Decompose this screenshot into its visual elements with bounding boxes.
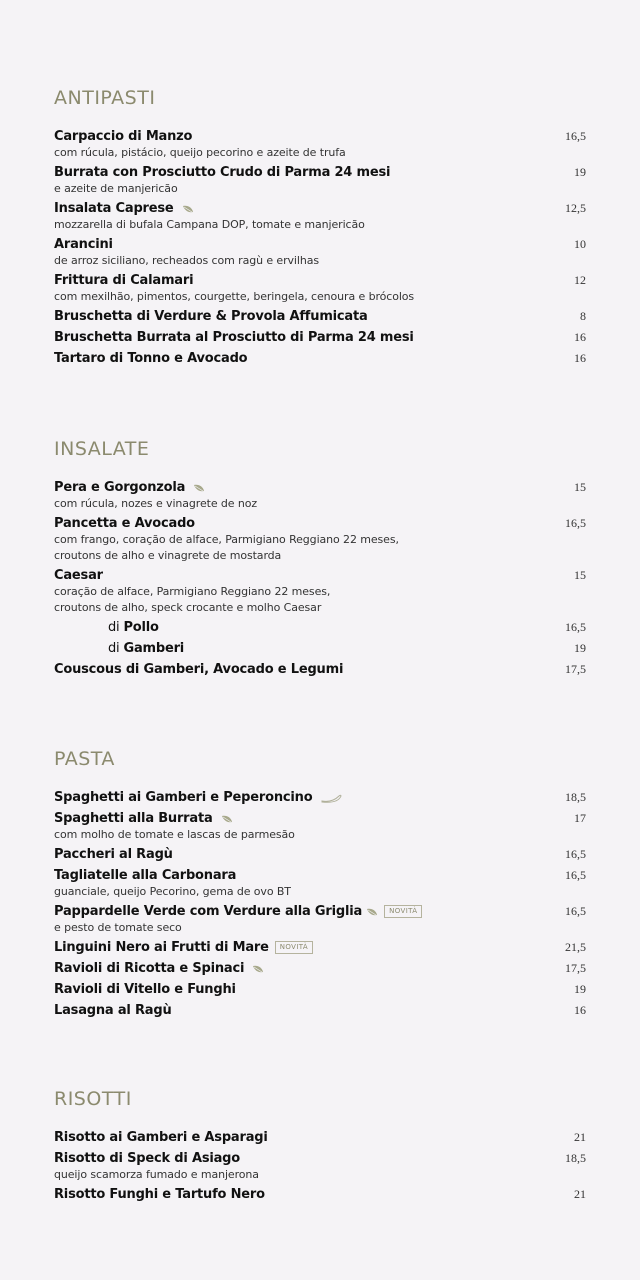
item-price: 8: [580, 309, 586, 323]
menu-item[interactable]: [54, 477, 586, 512]
item-name: Bruschetta di Verdure & Provola Affumicata: [54, 309, 368, 324]
leaf-icon: [182, 204, 194, 214]
item-description: coração de alface, Parmigiano Reggiano 22 meses, croutons de alho, speck crocante e molho Caesar: [54, 585, 331, 614]
section-antipasti: [54, 86, 586, 369]
item-price: 17,5: [565, 662, 586, 676]
section-title: INSALATE: [54, 438, 150, 460]
item-price: 15: [574, 568, 586, 582]
item-price: 16: [574, 1003, 586, 1017]
menu-item[interactable]: [54, 513, 586, 564]
item-name: Paccheri al Ragù: [54, 847, 173, 862]
item-description: guanciale, queijo Pecorino, gema de ovo BT: [54, 885, 291, 898]
leaf-icon: [193, 483, 205, 493]
menu-item[interactable]: [54, 865, 586, 900]
item-name: Caesar: [54, 568, 103, 583]
item-description: e pesto de tomate seco: [54, 921, 182, 934]
item-name: di Pollo: [108, 620, 159, 635]
item-price: 12: [574, 273, 586, 287]
item-price: 16,5: [565, 516, 586, 530]
section-insalate: [54, 437, 586, 680]
menu-item[interactable]: [54, 937, 586, 958]
item-name: Pera e Gorgonzola: [54, 477, 205, 498]
menu-item[interactable]: [54, 1000, 586, 1021]
item-name: Linguini Nero ai Frutti di Mare NOVITÀ: [54, 937, 313, 958]
menu-item[interactable]: [54, 1184, 586, 1205]
item-price: 17,5: [565, 961, 586, 975]
item-description: com rúcula, nozes e vinagrete de noz: [54, 497, 258, 510]
menu-item[interactable]: [54, 979, 586, 1000]
item-name: Ravioli di Ricotta e Spinaci: [54, 958, 264, 979]
item-name: Pappardelle Verde com Verdure alla Griglia NOVITÀ: [54, 901, 422, 922]
item-name: Risotto di Speck di Asiago: [54, 1151, 241, 1166]
section-risotti: [54, 1087, 586, 1205]
item-description: queijo scamorza fumado e manjerona: [54, 1168, 259, 1181]
item-price: 16: [574, 330, 586, 344]
item-name: Lasagna al Ragù: [54, 1003, 172, 1018]
item-name: Couscous di Gamberi, Avocado e Legumi: [54, 662, 344, 677]
item-name: Ravioli di Vitello e Funghi: [54, 982, 236, 997]
menu-item[interactable]: [54, 270, 586, 305]
leaf-icon: [366, 907, 378, 917]
item-price: 16: [574, 351, 586, 365]
item-name: Pancetta e Avocado: [54, 516, 195, 531]
menu-item[interactable]: [54, 327, 586, 348]
menu-item[interactable]: [54, 787, 586, 808]
item-name: Arancini: [54, 237, 113, 252]
section-title: PASTA: [54, 748, 115, 770]
menu-item[interactable]: [54, 1127, 586, 1148]
menu-item[interactable]: [54, 565, 586, 616]
item-price: 16,5: [565, 847, 586, 861]
menu-item[interactable]: [54, 901, 586, 936]
item-price: 16,5: [565, 904, 586, 918]
item-description: com frango, coração de alface, Parmigiano Reggiano 22 meses, croutons de alho e vinagrete de mostarda: [54, 533, 399, 562]
chili-icon: [320, 793, 342, 803]
item-price: 19: [574, 165, 586, 179]
item-description: com molho de tomate e lascas de parmesão: [54, 828, 295, 841]
menu-item[interactable]: [54, 198, 586, 233]
item-price: 18,5: [565, 790, 586, 804]
leaf-icon: [221, 814, 233, 824]
item-price: 16,5: [565, 620, 586, 634]
item-name: Risotto ai Gamberi e Asparagi: [54, 1130, 268, 1145]
item-name: Risotto Funghi e Tartufo Nero: [54, 1187, 265, 1202]
menu-item[interactable]: [54, 1148, 586, 1183]
menu-item[interactable]: [54, 844, 586, 865]
item-name: di Gamberi: [108, 641, 185, 656]
item-name: Carpaccio di Manzo: [54, 129, 193, 144]
section-title: ANTIPASTI: [54, 87, 156, 109]
item-description: de arroz siciliano, recheados com ragù e ervilhas: [54, 254, 319, 267]
new-badge: NOVITÀ: [275, 941, 313, 954]
menu-item[interactable]: [54, 958, 586, 979]
menu-item[interactable]: [54, 162, 586, 197]
item-price: 10: [574, 237, 586, 251]
item-price: 21,5: [565, 940, 586, 954]
item-name: Tagliatelle alla Carbonara: [54, 868, 237, 883]
section-pasta: [54, 747, 586, 1021]
item-name: Insalata Caprese: [54, 198, 194, 219]
item-name: Burrata con Prosciutto Crudo di Parma 24 mesi: [54, 165, 391, 180]
item-name: Tartaro di Tonno e Avocado: [54, 351, 248, 366]
item-price: 16,5: [565, 129, 586, 143]
item-price: 17: [574, 811, 586, 825]
item-price: 21: [574, 1187, 586, 1201]
item-price: 19: [574, 641, 586, 655]
item-price: 12,5: [565, 201, 586, 215]
section-title: RISOTTI: [54, 1088, 132, 1110]
item-name: Frittura di Calamari: [54, 273, 194, 288]
item-price: 21: [574, 1130, 586, 1144]
item-price: 19: [574, 982, 586, 996]
menu-item[interactable]: [54, 808, 586, 843]
menu-item[interactable]: [54, 126, 586, 161]
item-description: e azeite de manjericão: [54, 182, 178, 195]
item-name: Bruschetta Burrata al Prosciutto di Parma 24 mesi: [54, 330, 414, 345]
menu-item[interactable]: [54, 306, 586, 327]
menu-item-variant[interactable]: [54, 638, 586, 659]
item-price: 18,5: [565, 1151, 586, 1165]
leaf-icon: [252, 964, 264, 974]
item-name: Spaghetti alla Burrata: [54, 808, 233, 829]
new-badge: NOVITÀ: [384, 905, 422, 918]
item-price: 15: [574, 480, 586, 494]
item-description: mozzarella di bufala Campana DOP, tomate e manjericão: [54, 218, 365, 231]
menu-item[interactable]: [54, 234, 586, 269]
menu-item[interactable]: [54, 659, 586, 680]
item-price: 16,5: [565, 868, 586, 882]
item-description: com mexilhão, pimentos, courgette, beringela, cenoura e brócolos: [54, 290, 415, 303]
menu-item[interactable]: [54, 348, 586, 369]
menu-item-variant[interactable]: [54, 617, 586, 638]
item-name: Spaghetti ai Gamberi e Peperoncino: [54, 787, 342, 808]
item-description: com rúcula, pistácio, queijo pecorino e azeite de trufa: [54, 146, 346, 159]
